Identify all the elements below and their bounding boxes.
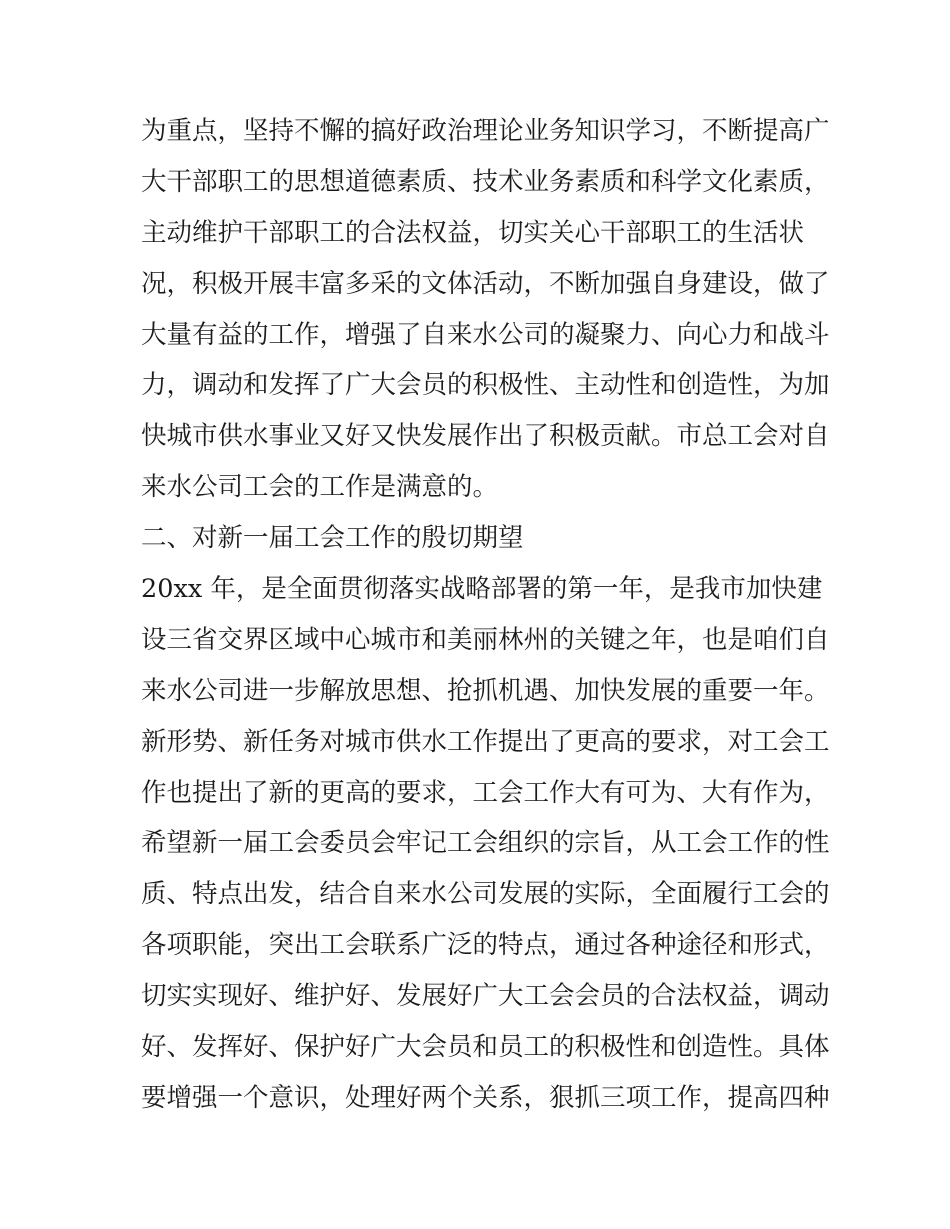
text-line: 20xx 年，是全面贯彻落实战略部署的第一年，是我市加快建 bbox=[141, 574, 823, 605]
text-line: 来水公司工会的工作是满意的。 bbox=[141, 472, 499, 503]
text-line: 设三省交界区域中心城市和美丽林州的关键之年，也是咱们自 bbox=[141, 624, 830, 655]
text-line: 各项职能，突出工会联系广泛的特点，通过各种途径和形式， bbox=[141, 930, 830, 961]
text-line: 主动维护干部职工的合法权益，切实关心干部职工的生活状 bbox=[141, 217, 805, 248]
text-line: 好、发挥好、保护好广大会员和员工的积极性和创造性。具体 bbox=[141, 1032, 830, 1063]
text-line: 来水公司进一步解放思想、抢抓机遇、加快发展的重要一年。 bbox=[141, 675, 830, 706]
text-line: 新形势、新任务对城市供水工作提出了更高的要求，对工会工 bbox=[141, 726, 830, 757]
text-line: 为重点，坚持不懈的搞好政治理论业务知识学习，不断提高广 bbox=[141, 116, 830, 146]
text-line: 质、特点出发，结合自来水公司发展的实际，全面履行工会的 bbox=[141, 879, 830, 910]
text-line: 快城市供水事业又好又快发展作出了积极贡献。市总工会对自 bbox=[141, 421, 830, 452]
text-line: 要增强一个意识，处理好两个关系，狠抓三项工作，提高四种 bbox=[141, 1082, 830, 1113]
body-text bbox=[141, 106, 830, 1124]
text-line: 希望新一届工会委员会牢记工会组织的宗旨，从工会工作的性 bbox=[141, 828, 830, 859]
text-line: 力，调动和发挥了广大会员的积极性、主动性和创造性，为加 bbox=[141, 370, 830, 401]
text-line: 作也提出了新的更高的要求，工会工作大有可为、大有作为， bbox=[141, 777, 830, 808]
text-line: 大量有益的工作，增强了自来水公司的凝聚力、向心力和战斗 bbox=[141, 319, 830, 350]
text-line: 况，积极开展丰富多采的文体活动，不断加强自身建设，做了 bbox=[141, 268, 830, 299]
text-line: 切实实现好、维护好、发展好广大工会会员的合法权益，调动 bbox=[141, 981, 830, 1012]
section-heading: 二、对新一届工会工作的殷切期望 bbox=[141, 523, 524, 554]
text-line: 大干部职工的思想道德素质、技术业务素质和科学文化素质， bbox=[141, 166, 830, 197]
